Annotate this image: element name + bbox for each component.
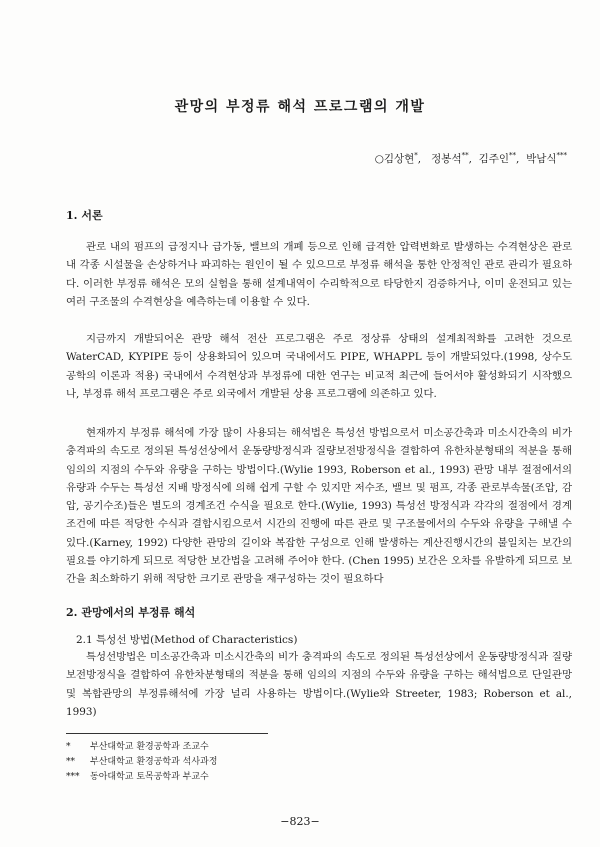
author-mark: ** xyxy=(461,151,469,160)
body-paragraph xyxy=(66,648,572,721)
section-heading-introduction: 1. 서론 xyxy=(66,209,103,222)
body-paragraph xyxy=(66,424,572,589)
paragraph-text: 관로 내의 펌프의 급정지나 급가동, 밸브의 개폐 등으로 인해 급격한 압력변화로 발생하는 수격현상은 관로 내 각종 시설물을 손상하거나 파괴하는 원인이 될 수 있으므로 부정류 해석을 통한 안정적인 관로 관리가 필요하다. 이러한 부정류 해석은 모의 실험을 통해 설계내역이 수리학적으로 타당한지 검증하거나, 이미 운전되고 있는 여러 구조물의 수격현상을 예측하는데 이용할 수 있다. xyxy=(66,241,572,308)
author-mark: * xyxy=(414,151,418,160)
body-paragraph xyxy=(66,238,572,311)
paragraph-text: 현재까지 부정류 해석에 가장 많이 사용되는 해석법은 특성선 방법으로서 미소공간축과 미소시간축의 비가 충격파의 속도로 정의된 특성선상에서 운동량방정식과 질량보전방정식을 결합하여 유한차분형태의 적분을 통해 임의의 지점의 수두와 유량을 구하는 방법이다.(Wylie 1993, Roberson et al., 1993) 관망 내부 절점에서의 유량과 수두는 특성선 지배 방정식에 의해 쉽게 구할 수 있지만 저수조, 밸브 및 펌프, 각종 관로부속물(조압, 감압, 공기수조)들은 별도의 경계조건 수식을 필요로 한다.(Wylie, 1993) 특성선 방정식과 각각의 절점에서 경계조건에 따른 적당한 수식과 결합시킴으로서 시간의 진행에 따른 관로 및 구조물에서의 수두와 유량을 구해낼 수 있다.(Karney, 1992) 다양한 관망의 길이와 복잡한 구성으로 인해 발생하는 계산진행시간의 불일치는 보간의 필요를 야기하게 되므로 적당한 보간법을 고려해 주어야 한다. (Chen 1995) 보간은 오차를 유발하게 되므로 보간을 최소화하기 위해 적당한 크기로 관망을 재구성하는 것이 필요하다 xyxy=(66,427,572,586)
paragraph-text: 지금까지 개발되어온 관망 해석 전산 프로그램은 주로 정상류 상태의 설계최적화를 고려한 것으로 WaterCAD, KYPIPE 등이 상용화되어 있으며 국내에서도 PIPE, WHAPPL 등이 개발되었다.(1998, 상수도공학의 이론과 적용) 국내에서 수격현상과 부정류에 대한 연구는 비교적 최근에 들어서야 활성화되기 시작했으나, 부정류 해석 프로그램은 주로 외국에서 개발된 상용 프로그램에 의존하고 있다. xyxy=(66,333,572,400)
footnote-item xyxy=(66,755,217,770)
author-name: 박남식 xyxy=(526,153,557,165)
author-name: 정봉석 xyxy=(431,153,462,165)
subsection-heading: 2.1 특성선 방법(Method of Characteristics) xyxy=(76,634,298,646)
paragraph-text: 특성선방법은 미소공간축과 미소시간축의 비가 충격파의 속도로 정의된 특성선상에서 운동량방정식과 질량보전방정식을 결합하여 유한차분형태의 적분을 통해 임의의 지점의 수두와 유량을 구하는 해석법으로 단일관망 및 복합관망의 부정류해석에 가장 널리 사용하는 방법이다.(Wylie와 Streeter, 1983; Roberson et al., 1993) xyxy=(66,651,572,718)
author-name: 김주인 xyxy=(478,153,510,165)
footnote-mark: *** xyxy=(66,772,80,782)
footnote-item xyxy=(66,770,217,785)
body-paragraph xyxy=(66,330,572,403)
footnote-text: 동아대학교 토목공학과 부교수 xyxy=(90,772,209,782)
footnote-text: 부산대학교 환경공학과 조교수 xyxy=(90,742,209,752)
author-mark: ** xyxy=(509,151,517,160)
page-number: −823− xyxy=(280,815,320,828)
author-line: ○김상현*, 정봉석**, 김주인**, 박남식*** xyxy=(374,151,567,165)
footnote-mark: ** xyxy=(66,757,75,767)
footnote-item xyxy=(66,740,217,755)
author-mark: *** xyxy=(556,151,567,160)
section-heading-unsteady-flow: 2. 관망에서의 부정류 해석 xyxy=(66,606,196,619)
author-name: ○김상현 xyxy=(374,153,415,165)
paper-title: 관망의 부정류 해석 프로그램의 개발 xyxy=(174,99,426,115)
footnote-divider xyxy=(66,733,268,734)
footnote-mark: * xyxy=(66,742,71,752)
footnotes xyxy=(66,740,217,785)
footnote-text: 부산대학교 환경공학과 석사과정 xyxy=(90,757,218,767)
